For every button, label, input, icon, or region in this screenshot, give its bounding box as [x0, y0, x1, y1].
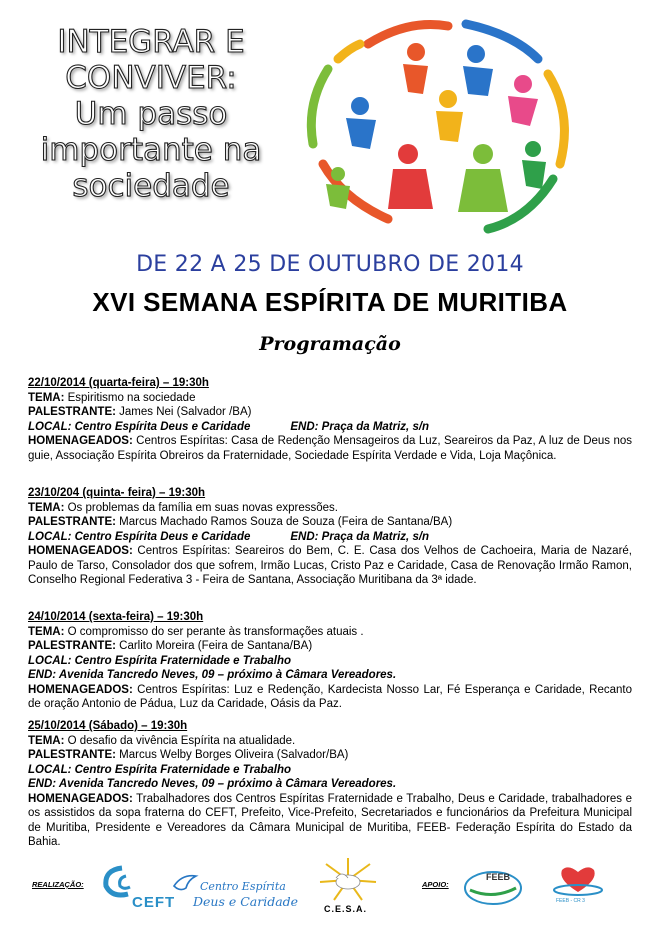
- session-end: END: Avenida Tancredo Neves, 09 – próximo à Câmara Vereadores.: [28, 778, 397, 790]
- palestrante-text: Carlito Moreira (Feira de Santana/BA): [115, 640, 313, 652]
- local-text: LOCAL: Centro Espírita Deus e Caridade: [28, 530, 251, 543]
- feeb-cr3-heart-logo: [548, 862, 608, 898]
- session-palestrante: [28, 639, 632, 654]
- session-date: 22/10/2014 (quarta-feira) – 19:30h: [28, 377, 209, 389]
- session-1: [28, 376, 632, 463]
- homenageados-label: HOMENAGEADOS:: [28, 792, 133, 805]
- session-palestrante: [28, 515, 632, 530]
- palestrante-text: Marcus Machado Ramos Souza de Souza (Feira de Santana/BA): [115, 516, 453, 528]
- palestrante-text: James Nei (Salvador /BA): [115, 406, 252, 418]
- cdc-logo-line-2: Deus e Caridade: [193, 894, 299, 909]
- event-dates: DE 22 A 25 DE OUTUBRO DE 2014: [136, 252, 524, 277]
- session-local: LOCAL: Centro Espírita Fraternidade e Trabalho: [28, 654, 292, 667]
- feeb-logo: [462, 866, 524, 908]
- session-3: [28, 610, 632, 712]
- headline-line-2: CONVIVER:: [65, 60, 237, 96]
- session-2: [28, 486, 632, 588]
- feeb-logo-text: FEEB: [486, 872, 511, 882]
- session-palestrante: [28, 748, 632, 763]
- headline-line-4: importante na: [40, 132, 262, 168]
- realizacao-label: REALIZAÇÃO:: [32, 880, 84, 889]
- homenageados-label: HOMENAGEADOS:: [28, 545, 133, 557]
- tema-label: TEMA:: [28, 501, 65, 514]
- tema-text: Os problemas da família em suas novas expressões.: [64, 501, 338, 514]
- session-local: LOCAL: Centro Espírita Fraternidade e Trabalho: [28, 763, 292, 776]
- session-date: 23/10/204 (quinta- feira) – 19:30h: [28, 487, 206, 499]
- homenageados-text: Trabalhadores dos Centros Espíritas Fraternidade e Trabalho, Deus e Caridade, trabalhadores e os assistidos da sopa fraterna do CEFT, Prefeito, Vice-Prefeito, Secretariados e funcionários da Prefeitura Municipal de Muritiba, Presidente e Vereadores da Câmara Municipal de Muritiba, FEEB- Federação Espírita do Estado da Bahia.: [28, 792, 632, 848]
- session-tema: [28, 391, 632, 406]
- headline-line-3: Um passo: [74, 96, 228, 132]
- session-tema: [28, 625, 632, 640]
- tema-label: TEMA:: [28, 625, 65, 638]
- session-location: [28, 530, 632, 545]
- homenageados-text: Centros Espíritas: Seareiros do Bem, C. E. Casa dos Velhos de Cachoeira, Maria de Nazaré, Paulo de Tarso, Consolador dos que sofrem, Irmão Lucas, Cristo Paz e Caridade, Casa de Renovação Irmão Ramon, Conselho Regional Federativa 3 - Feira de Santana, Associação Muritibana da 3ª idade.: [28, 545, 632, 586]
- headline: [20, 24, 282, 204]
- tema-text: O compromisso do ser perante às transformações atuais .: [64, 625, 364, 638]
- homenageados-text: Centros Espíritas: Casa de Redenção Mensageiros da Luz, Seareiros da Paz, A luz de Deus nos guie, Associação Espírita Obreiros da Fraternidade, Sociedade Espírita Verdade e Vida, Loja Maçônica.: [28, 435, 632, 462]
- session-tema: [28, 501, 632, 516]
- end-text: END: Praça da Matriz, s/n: [290, 420, 430, 433]
- session-date: 24/10/2014 (sexta-feira) – 19:30h: [28, 611, 204, 623]
- session-homenageados: [28, 792, 632, 850]
- session-4: [28, 719, 632, 850]
- tema-text: Espiritismo na sociedade: [64, 391, 196, 404]
- session-tema: [28, 734, 632, 749]
- homenageados-text: Centros Espíritas: Luz e Redenção, Kardecista Nosso Lar, Fé Esperança e Caridade, Recanto de oração Antonio de Pádua, Luz da Caridade, Oásis da Paz.: [28, 683, 632, 710]
- cdc-logo-line-1: Centro Espírita: [200, 880, 286, 893]
- session-date: 25/10/2014 (Sábado) – 19:30h: [28, 720, 188, 732]
- colorful-people-circle-illustration: [298, 14, 582, 236]
- ceft-logo-text: CEFT: [132, 894, 176, 911]
- tema-text: O desafio da vivência Espírita na atualidade.: [64, 734, 296, 747]
- program-heading: Programação: [259, 333, 401, 355]
- local-text: LOCAL: Centro Espírita Deus e Caridade: [28, 420, 251, 433]
- event-title: XVI SEMANA ESPÍRITA DE MURITIBA: [92, 287, 568, 317]
- tema-label: TEMA:: [28, 734, 65, 747]
- session-palestrante: [28, 405, 632, 420]
- homenageados-label: HOMENAGEADOS:: [28, 435, 133, 447]
- cesa-logo-text: C.E.S.A.: [324, 904, 368, 914]
- apoio-label: APOIO:: [422, 880, 449, 889]
- homenageados-label: HOMENAGEADOS:: [28, 683, 133, 696]
- headline-line-1: INTEGRAR E: [57, 24, 245, 60]
- session-location: [28, 420, 632, 435]
- palestrante-label: PALESTRANTE:: [28, 749, 116, 761]
- tema-label: TEMA:: [28, 391, 65, 404]
- session-homenageados: [28, 683, 632, 712]
- palestrante-text: Marcus Welby Borges Oliveira (Salvador/BA): [115, 749, 349, 761]
- headline-line-5: sociedade: [72, 168, 230, 204]
- palestrante-label: PALESTRANTE:: [28, 406, 116, 418]
- session-homenageados: [28, 434, 632, 463]
- cesa-sunburst-dove-logo: [318, 856, 378, 904]
- session-end: END: Avenida Tancredo Neves, 09 – próximo à Câmara Vereadores.: [28, 669, 397, 681]
- palestrante-label: PALESTRANTE:: [28, 516, 116, 528]
- feeb-cr3-text: FEEB - CR 3: [556, 898, 585, 904]
- palestrante-label: PALESTRANTE:: [28, 640, 116, 652]
- session-homenageados: [28, 544, 632, 588]
- end-text: END: Praça da Matriz, s/n: [290, 530, 430, 543]
